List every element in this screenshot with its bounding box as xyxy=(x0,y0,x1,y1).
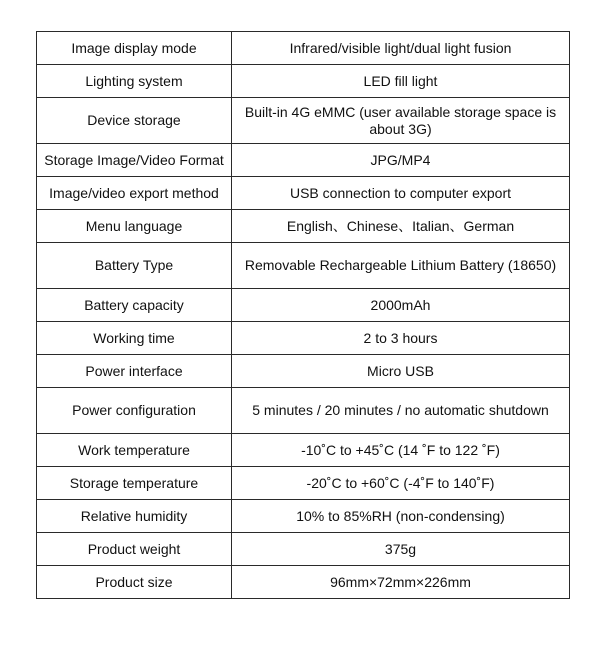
spec-label: Lighting system xyxy=(37,65,232,98)
spec-label: Image/video export method xyxy=(37,177,232,210)
spec-row xyxy=(37,32,570,65)
spec-row xyxy=(37,566,570,599)
spec-value: Removable Rechargeable Lithium Battery (18650) xyxy=(232,243,570,289)
spec-value: 10% to 85%RH (non-condensing) xyxy=(232,500,570,533)
spec-value: Infrared/visible light/dual light fusion xyxy=(232,32,570,65)
spec-row xyxy=(37,355,570,388)
spec-label: Menu language xyxy=(37,210,232,243)
spec-label: Power configuration xyxy=(37,388,232,434)
spec-row xyxy=(37,500,570,533)
spec-value: 5 minutes / 20 minutes / no automatic shutdown xyxy=(232,388,570,434)
spec-label: Power interface xyxy=(37,355,232,388)
spec-label: Device storage xyxy=(37,98,232,144)
spec-value: English、Chinese、Italian、German xyxy=(232,210,570,243)
spec-label: Battery Type xyxy=(37,243,232,289)
spec-row xyxy=(37,144,570,177)
spec-label: Product weight xyxy=(37,533,232,566)
spec-row xyxy=(37,289,570,322)
spec-value: Built-in 4G eMMC (user available storage space is about 3G) xyxy=(232,98,570,144)
spec-value: LED fill light xyxy=(232,65,570,98)
spec-value: -10˚C to +45˚C (14 ˚F to 122 ˚F) xyxy=(232,434,570,467)
spec-row xyxy=(37,210,570,243)
spec-label: Storage temperature xyxy=(37,467,232,500)
spec-label: Battery capacity xyxy=(37,289,232,322)
spec-row xyxy=(37,243,570,289)
spec-row xyxy=(37,98,570,144)
spec-row xyxy=(37,65,570,98)
spec-value: 375g xyxy=(232,533,570,566)
spec-value: Micro USB xyxy=(232,355,570,388)
spec-label: Image display mode xyxy=(37,32,232,65)
spec-row xyxy=(37,533,570,566)
spec-label: Product size xyxy=(37,566,232,599)
spec-label: Relative humidity xyxy=(37,500,232,533)
spec-label: Work temperature xyxy=(37,434,232,467)
spec-value: JPG/MP4 xyxy=(232,144,570,177)
spec-row xyxy=(37,434,570,467)
spec-value: 96mm×72mm×226mm xyxy=(232,566,570,599)
spec-table xyxy=(36,31,570,599)
spec-value: 2 to 3 hours xyxy=(232,322,570,355)
spec-label: Storage Image/Video Format xyxy=(37,144,232,177)
spec-value: -20˚C to +60˚C (-4˚F to 140˚F) xyxy=(232,467,570,500)
spec-row xyxy=(37,322,570,355)
spec-value: 2000mAh xyxy=(232,289,570,322)
spec-value: USB connection to computer export xyxy=(232,177,570,210)
spec-label: Working time xyxy=(37,322,232,355)
spec-row xyxy=(37,177,570,210)
spec-row xyxy=(37,467,570,500)
spec-row xyxy=(37,388,570,434)
